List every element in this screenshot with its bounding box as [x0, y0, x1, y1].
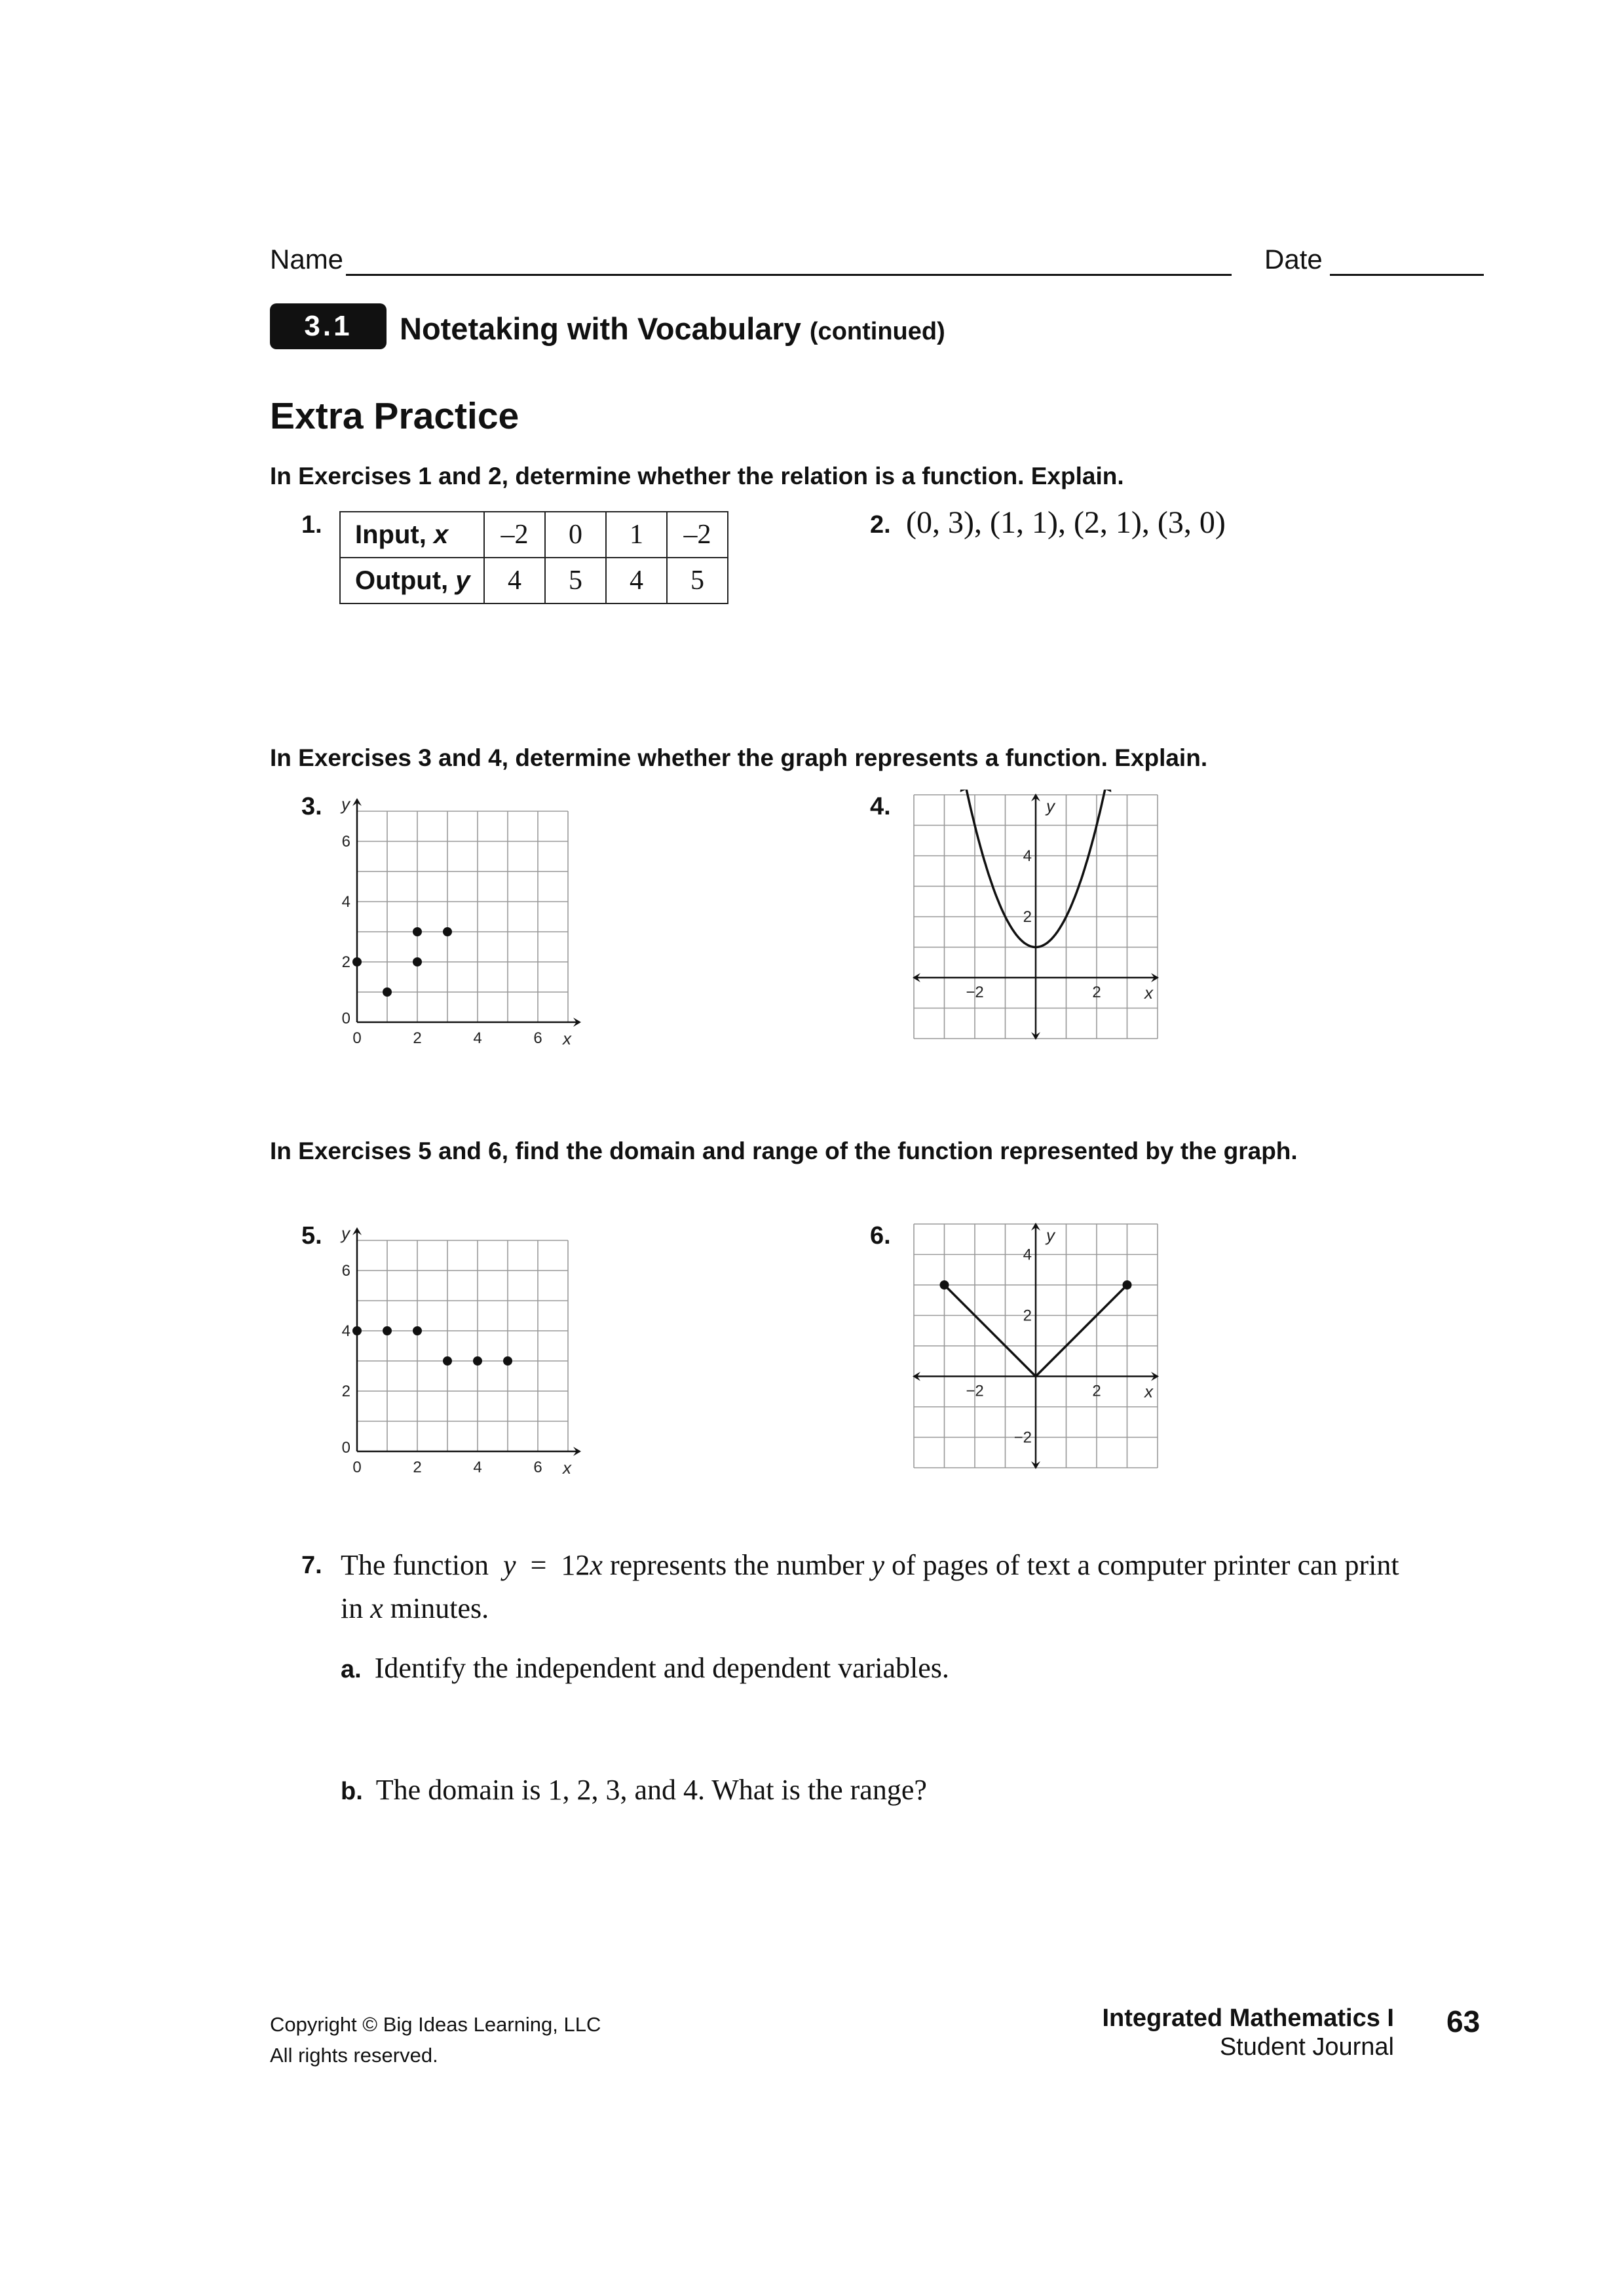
- output-header: [340, 558, 484, 603]
- exercise-7-line-1: [341, 1548, 1399, 1582]
- output-variable: y: [455, 565, 470, 595]
- y-axis-label: y: [1046, 1225, 1055, 1245]
- ex7-text: The function: [341, 1549, 489, 1581]
- input-cell: 1: [606, 512, 667, 558]
- y-tick-label: 6: [341, 1262, 350, 1280]
- data-point: [352, 1326, 362, 1335]
- data-point: [383, 987, 392, 997]
- instructions-ex1-2: In Exercises 1 and 2, determine whether the relation is a function. Explain.: [270, 463, 1124, 489]
- data-point: [413, 927, 422, 936]
- x-tick-label: 4: [473, 1459, 482, 1476]
- part-b-text: The domain is 1, 2, 3, and 4. What is the range?: [375, 1774, 927, 1806]
- exercise-5-graph: [328, 1212, 603, 1487]
- input-variable: x: [433, 520, 449, 549]
- exercise-2-ordered-pairs: (0, 3), (1, 1), (2, 1), (3, 0): [906, 505, 1226, 540]
- y-tick-label: 4: [1023, 1246, 1032, 1264]
- y-axis-label: y: [1046, 796, 1055, 816]
- ex7-eq-x: x: [590, 1549, 603, 1581]
- y-tick-label: 2: [1023, 908, 1032, 926]
- input-header: [340, 512, 484, 558]
- instructions-ex5-6: In Exercises 5 and 6, find the domain and range of the function represented by the graph.: [270, 1138, 1298, 1164]
- x-tick-label: 6: [533, 1459, 542, 1476]
- section-title-suffix: (continued): [809, 318, 945, 345]
- data-point: [413, 957, 422, 966]
- ex7-text: represents the number: [609, 1549, 865, 1581]
- date-blank-line[interactable]: [1330, 274, 1484, 276]
- input-row: [340, 512, 728, 558]
- exercise-7-line-2: [341, 1592, 489, 1625]
- data-point: [473, 1356, 482, 1366]
- exercise-6-graph: [904, 1219, 1179, 1487]
- x-tick-label: 0: [352, 1459, 362, 1476]
- data-point: [352, 957, 362, 966]
- y-tick-label: 2: [1023, 1307, 1032, 1325]
- name-blank-line[interactable]: [346, 274, 1232, 276]
- endpoint: [940, 1280, 949, 1290]
- y-tick-label: 0: [341, 1439, 350, 1457]
- y-tick-label: −2: [1013, 1428, 1032, 1447]
- page-number: 63: [1446, 2004, 1481, 2038]
- section-title-text: Notetaking with Vocabulary: [400, 311, 801, 346]
- data-point: [443, 1356, 452, 1366]
- ex7-text: in: [341, 1592, 364, 1624]
- x-tick-label: 2: [413, 1029, 422, 1047]
- y-tick-label: 6: [341, 833, 350, 851]
- part-a-text: Identify the independent and dependent variables.: [374, 1652, 949, 1684]
- exercise-7a: [341, 1651, 949, 1685]
- x-tick-label: 2: [413, 1459, 422, 1476]
- y-axis-label: y: [341, 794, 350, 814]
- x-tick-label: 2: [1092, 984, 1101, 1001]
- section-title: [400, 311, 945, 347]
- ex7-text: minutes.: [390, 1592, 489, 1624]
- exercise-4-number: 4.: [870, 793, 891, 820]
- y-tick-label: 2: [341, 1383, 350, 1400]
- data-point: [503, 1356, 512, 1366]
- input-cell: –2: [667, 512, 728, 558]
- copyright-line-1: Copyright © Big Ideas Learning, LLC: [270, 2013, 601, 2036]
- book-subtitle: Student Journal: [1219, 2033, 1394, 2061]
- ex7-var-x: x: [370, 1592, 383, 1624]
- x-tick-label: −2: [966, 1382, 984, 1400]
- exercise-1-number: 1.: [301, 511, 322, 539]
- y-tick-label: 4: [341, 893, 350, 911]
- x-tick-label: 6: [533, 1029, 542, 1047]
- y-tick-label: 0: [341, 1010, 350, 1027]
- exercise-4-graph: [904, 790, 1179, 1058]
- book-title: Integrated Mathematics I: [1102, 2004, 1394, 2032]
- exercise-3-graph: [328, 783, 603, 1058]
- exercise-2-number: 2.: [870, 511, 891, 539]
- output-cell: 5: [667, 558, 728, 603]
- section-number-badge: 3.1: [270, 303, 387, 349]
- output-row: [340, 558, 728, 603]
- x-tick-label: −2: [966, 984, 984, 1001]
- input-label: Input,: [355, 520, 434, 549]
- data-point: [443, 927, 452, 936]
- input-cell: –2: [484, 512, 545, 558]
- x-tick-label: 4: [473, 1029, 482, 1047]
- x-axis-label: x: [563, 1029, 571, 1048]
- exercise-5-number: 5.: [301, 1222, 322, 1250]
- y-tick-label: 2: [341, 953, 350, 971]
- x-tick-label: 0: [352, 1029, 362, 1047]
- x-axis-label: x: [1144, 1381, 1153, 1402]
- x-tick-label: 2: [1092, 1382, 1101, 1400]
- ex7-eq-coef: 12: [561, 1549, 590, 1581]
- ex7-text: of pages of text a computer printer can print: [892, 1549, 1399, 1581]
- y-axis-label: y: [341, 1223, 350, 1243]
- exercise-6-number: 6.: [870, 1222, 891, 1250]
- ex7-eq-y: y: [503, 1549, 516, 1581]
- part-a-label: a.: [341, 1656, 362, 1683]
- x-axis-label: x: [563, 1458, 571, 1478]
- copyright: [270, 2010, 601, 2071]
- output-cell: 4: [606, 558, 667, 603]
- endpoint: [1123, 1280, 1132, 1290]
- input-cell: 0: [545, 512, 606, 558]
- data-point: [383, 1326, 392, 1335]
- y-tick-label: 4: [341, 1322, 350, 1340]
- x-axis-label: x: [1144, 983, 1153, 1003]
- exercise-7b: [341, 1773, 927, 1807]
- exercise-7-number: 7.: [301, 1552, 322, 1579]
- output-cell: 5: [545, 558, 606, 603]
- instructions-ex3-4: In Exercises 3 and 4, determine whether the graph represents a function. Explain.: [270, 744, 1208, 771]
- exercise-3-number: 3.: [301, 793, 322, 820]
- exercise-1-table: [339, 511, 728, 604]
- output-cell: 4: [484, 558, 545, 603]
- y-tick-label: 4: [1023, 847, 1032, 865]
- extra-practice-heading: Extra Practice: [270, 395, 519, 437]
- output-label: Output,: [355, 565, 456, 595]
- copyright-line-2: All rights reserved.: [270, 2043, 438, 2067]
- date-label: Date: [1264, 244, 1323, 275]
- name-label: Name: [270, 244, 344, 275]
- ex7-eq-sign: =: [530, 1549, 547, 1581]
- ex7-var-y: y: [871, 1549, 884, 1581]
- part-b-label: b.: [341, 1778, 363, 1805]
- data-point: [413, 1326, 422, 1335]
- book-title-block: [983, 2004, 1394, 2061]
